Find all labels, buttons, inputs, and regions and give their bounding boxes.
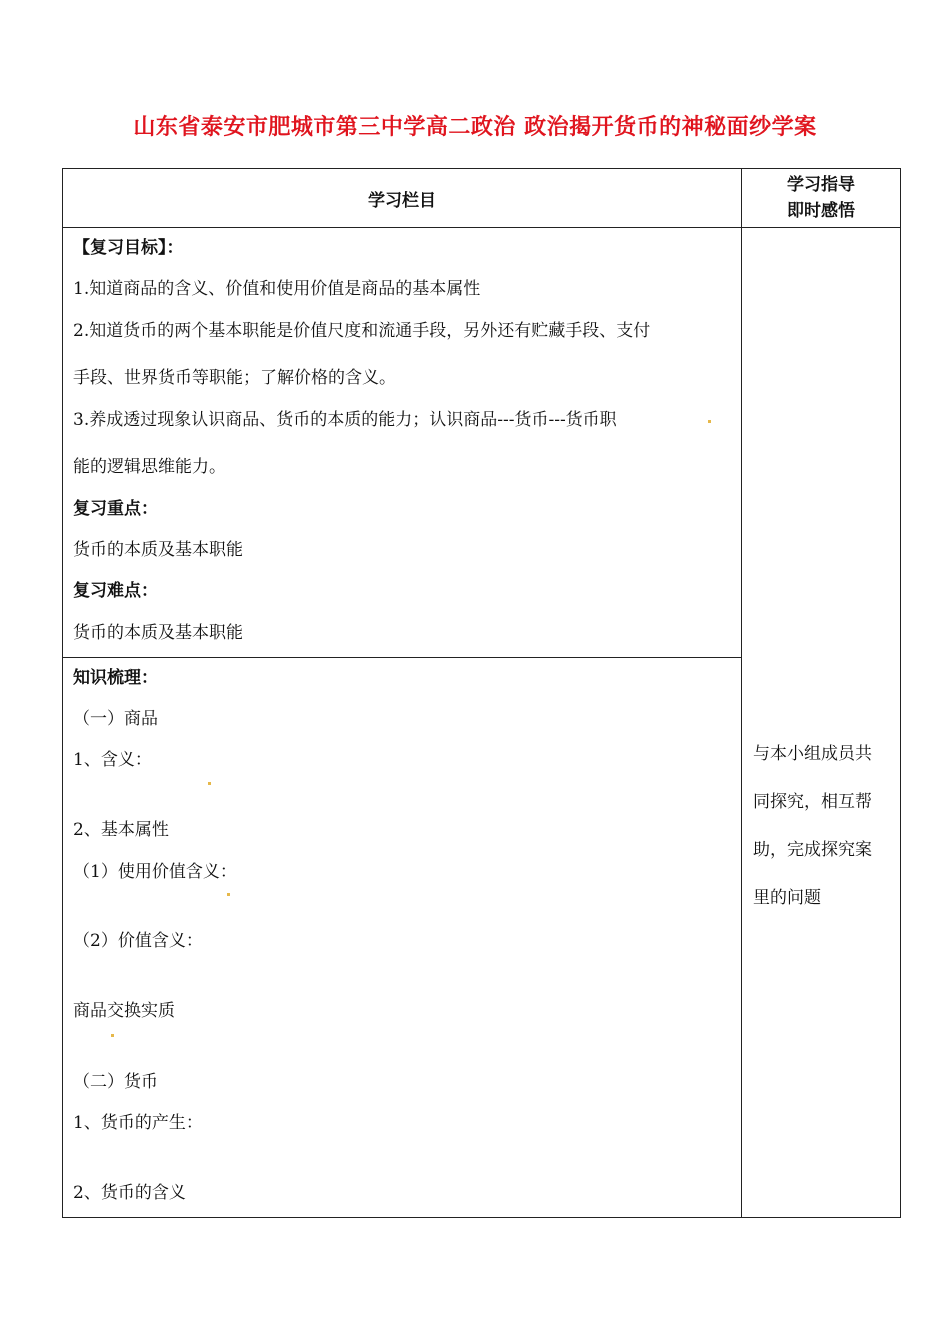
section-divider	[63, 657, 741, 658]
knowledge-item-attributes: 2、基本属性	[73, 820, 169, 840]
column-divider	[741, 169, 742, 1217]
review-goals-heading: 【复习目标】：	[73, 238, 184, 258]
header-guidance-line1: 学习指导	[787, 175, 855, 195]
decorative-dot	[111, 1034, 114, 1037]
decorative-dot	[208, 782, 211, 785]
decorative-dot	[708, 420, 711, 423]
review-goal-2b: 手段、世界货币等职能；了解价格的含义。	[73, 368, 396, 388]
knowledge-heading: 知识梳理：	[73, 668, 158, 688]
page-title: 山东省泰安市肥城市第三中学高二政治 政治揭开货币的神秘面纱学案	[133, 115, 817, 140]
decorative-dot	[227, 893, 230, 896]
header-guidance-line2: 即时感悟	[787, 201, 855, 221]
knowledge-item-value: （2）价值含义：	[73, 931, 203, 951]
knowledge-money-origin: 1、货币的产生：	[73, 1113, 203, 1133]
study-table	[62, 168, 901, 1218]
review-difficult-heading: 复习难点：	[73, 581, 158, 601]
review-goal-2a: 2.知道货币的两个基本职能是价值尺度和流通手段，另外还有贮藏手段、支付	[73, 321, 651, 341]
review-goal-3a: 3.养成透过现象认识商品、货币的本质的能力；认识商品---货币---货币职	[73, 410, 617, 430]
review-key-text: 货币的本质及基本职能	[73, 540, 243, 560]
review-difficult-text: 货币的本质及基本职能	[73, 623, 243, 643]
review-goal-1: 1.知道商品的含义、价值和使用价值是商品的基本属性	[73, 279, 481, 299]
header-study-column: 学习栏目	[368, 190, 436, 211]
review-goal-3b: 能的逻辑思维能力。	[73, 457, 226, 477]
knowledge-item-definition: 1、含义：	[73, 750, 152, 770]
knowledge-item-use-value: （1）使用价值含义：	[73, 862, 237, 882]
guidance-line-3: 助，完成探究案	[753, 840, 872, 860]
header-divider	[63, 227, 900, 228]
guidance-line-1: 与本小组成员共	[753, 744, 872, 764]
knowledge-section-goods: （一）商品	[73, 709, 158, 729]
guidance-line-4: 里的问题	[753, 888, 821, 908]
knowledge-item-exchange: 商品交换实质	[73, 1001, 175, 1021]
review-key-heading: 复习重点：	[73, 499, 158, 519]
knowledge-money-definition: 2、货币的含义	[73, 1183, 186, 1203]
knowledge-section-money: （二）货币	[73, 1072, 158, 1092]
guidance-line-2: 同探究，相互帮	[753, 792, 872, 812]
header-guidance-column	[742, 169, 900, 227]
